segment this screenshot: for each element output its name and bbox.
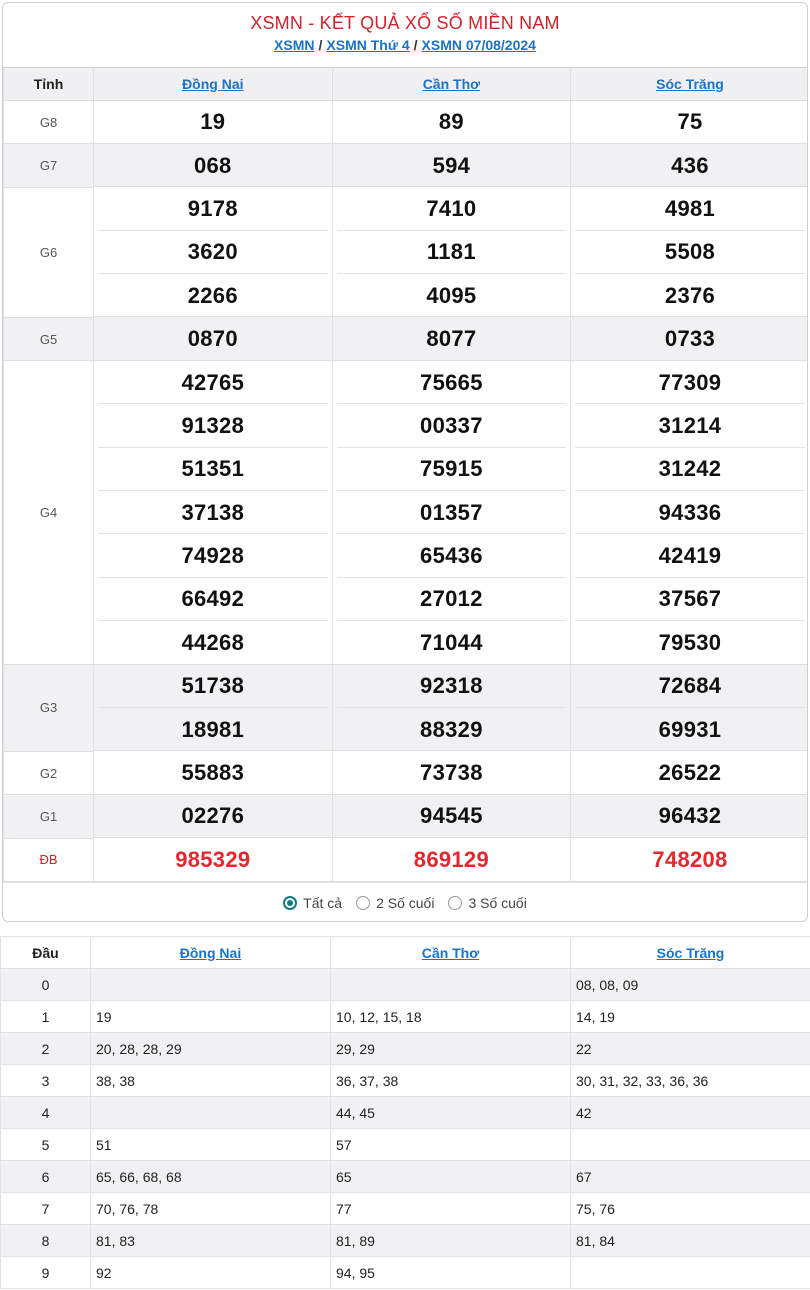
- results-header-row: [4, 68, 809, 101]
- filter-last-3[interactable]: [448, 895, 526, 911]
- dau-row: [1, 1257, 810, 1289]
- dau-digit: 6: [1, 1161, 91, 1193]
- prize-number: 73738: [332, 751, 571, 794]
- dau-values: 38, 38: [91, 1065, 331, 1097]
- prize-row: [4, 274, 809, 317]
- dau-header-row: [1, 937, 810, 969]
- prize-row: [4, 317, 809, 360]
- prize-number: 75665: [332, 361, 571, 404]
- dau-digit: 7: [1, 1193, 91, 1225]
- filter-label: 2 Số cuối: [376, 894, 435, 911]
- prize-row: [4, 448, 809, 491]
- dau-digit: 8: [1, 1225, 91, 1257]
- prize-number: 27012: [332, 578, 571, 621]
- dau-values: 81, 89: [331, 1225, 571, 1257]
- prize-label: ĐB: [4, 838, 94, 881]
- results-header: [3, 3, 807, 67]
- special-prize-number: 748208: [571, 838, 808, 881]
- prize-number: 91328: [94, 404, 333, 447]
- prize-row: [4, 708, 809, 751]
- prize-number: 42419: [571, 534, 808, 577]
- dau-row: [1, 1129, 810, 1161]
- province-link-dong-nai[interactable]: Đồng Nai: [182, 76, 244, 92]
- prize-number: 8077: [332, 317, 571, 360]
- dau-values: 19: [91, 1001, 331, 1033]
- prize-number: 1181: [332, 231, 571, 274]
- dau-values: [571, 1257, 810, 1289]
- breadcrumb-xsmn-date[interactable]: XSMN 07/08/2024: [421, 37, 536, 53]
- dau-row: [1, 1033, 810, 1065]
- prize-number: 18981: [94, 708, 333, 751]
- dau-values: 75, 76: [571, 1193, 810, 1225]
- dau-digit: 1: [1, 1001, 91, 1033]
- prize-number: 94545: [332, 795, 571, 838]
- filter-all[interactable]: [283, 895, 342, 911]
- prize-number: 75: [571, 101, 808, 144]
- prize-number: 79530: [571, 621, 808, 664]
- dau-values: 67: [571, 1161, 810, 1193]
- prize-row: [4, 838, 809, 881]
- prize-number: 66492: [94, 578, 333, 621]
- dau-loto-table: [0, 936, 810, 1289]
- prize-row: [4, 144, 809, 187]
- prize-number: 94336: [571, 491, 808, 534]
- prize-row: [4, 404, 809, 447]
- dau-digit: 0: [1, 969, 91, 1001]
- radio-checked-icon[interactable]: [283, 896, 297, 910]
- prize-number: 3620: [94, 231, 333, 274]
- prize-row: [4, 534, 809, 577]
- prize-number: 0733: [571, 317, 808, 360]
- dau-values: 36, 37, 38: [331, 1065, 571, 1097]
- prize-row: [4, 665, 809, 708]
- dau-values: 22: [571, 1033, 810, 1065]
- dau-values: 65, 66, 68, 68: [91, 1161, 331, 1193]
- page-title: XSMN - KẾT QUẢ XỔ SỐ MIỀN NAM: [250, 13, 560, 33]
- prize-number: 75915: [332, 448, 571, 491]
- dau-values: 30, 31, 32, 33, 36, 36: [571, 1065, 810, 1097]
- filter-last-2[interactable]: [356, 895, 434, 911]
- dau-values: 92: [91, 1257, 331, 1289]
- prize-number: 89: [332, 101, 571, 144]
- prize-number: 42765: [94, 361, 333, 404]
- prize-number: 88329: [332, 708, 571, 751]
- dau-province-link-soc-trang[interactable]: Sóc Trăng: [656, 944, 725, 961]
- province-column-label: Tỉnh: [4, 68, 94, 101]
- dau-values: 94, 95: [331, 1257, 571, 1289]
- prize-number: 26522: [571, 751, 808, 794]
- prize-number: 436: [571, 144, 808, 187]
- breadcrumb: [3, 37, 807, 53]
- prize-row: [4, 231, 809, 274]
- dau-values: 10, 12, 15, 18: [331, 1001, 571, 1033]
- prize-number: 068: [94, 144, 333, 187]
- special-prize-number: 869129: [332, 838, 571, 881]
- prize-number: 4095: [332, 274, 571, 317]
- dau-digit: 3: [1, 1065, 91, 1097]
- dau-values: 70, 76, 78: [91, 1193, 331, 1225]
- prize-number: 74928: [94, 534, 333, 577]
- dau-row: [1, 1065, 810, 1097]
- dau-row: [1, 1001, 810, 1033]
- dau-values: 51: [91, 1129, 331, 1161]
- dau-values: 65: [331, 1161, 571, 1193]
- dau-values: [91, 969, 331, 1001]
- breadcrumb-xsmn[interactable]: XSMN: [274, 37, 315, 53]
- prize-label: G2: [4, 751, 94, 794]
- prize-label: G1: [4, 795, 94, 838]
- prize-number: 69931: [571, 708, 808, 751]
- prize-number: 92318: [332, 665, 571, 708]
- digit-filter: [3, 882, 807, 922]
- dau-values: 57: [331, 1129, 571, 1161]
- special-prize-number: 985329: [94, 838, 333, 881]
- province-link-can-tho[interactable]: Cần Thơ: [422, 76, 481, 92]
- prize-label: G6: [4, 187, 94, 317]
- dau-province-link-can-tho[interactable]: Cần Thơ: [421, 944, 480, 961]
- prize-number: 44268: [94, 621, 333, 664]
- dau-digit: 4: [1, 1097, 91, 1129]
- province-link-soc-trang[interactable]: Sóc Trăng: [656, 76, 724, 92]
- breadcrumb-xsmn-thu4[interactable]: XSMN Thứ 4: [326, 37, 410, 53]
- prize-number: 77309: [571, 361, 808, 404]
- dau-digit: 5: [1, 1129, 91, 1161]
- prize-label: G4: [4, 361, 94, 665]
- prize-label: G5: [4, 317, 94, 360]
- prize-row: [4, 795, 809, 838]
- prize-number: 2376: [571, 274, 808, 317]
- prize-number: 51351: [94, 448, 333, 491]
- breadcrumb-separator: /: [413, 37, 418, 53]
- dau-column-label: Đầu: [1, 937, 91, 969]
- prize-number: 65436: [332, 534, 571, 577]
- prize-row: [4, 491, 809, 534]
- dau-values: 29, 29: [331, 1033, 571, 1065]
- dau-values: [91, 1097, 331, 1129]
- prize-row: [4, 751, 809, 794]
- dau-values: 44, 45: [331, 1097, 571, 1129]
- prize-number: 37567: [571, 578, 808, 621]
- prize-number: 02276: [94, 795, 333, 838]
- filter-label: Tất cả: [303, 894, 343, 911]
- dau-digit: 2: [1, 1033, 91, 1065]
- prize-number: 5508: [571, 231, 808, 274]
- filter-label: 3 Số cuối: [468, 894, 527, 911]
- prize-number: 19: [94, 101, 333, 144]
- prize-row: [4, 361, 809, 404]
- dau-values: 77: [331, 1193, 571, 1225]
- prize-number: 7410: [332, 187, 571, 230]
- prize-number: 71044: [332, 621, 571, 664]
- dau-values: 08, 08, 09: [571, 969, 810, 1001]
- prize-number: 4981: [571, 187, 808, 230]
- prize-row: [4, 578, 809, 621]
- results-card: [2, 2, 808, 922]
- dau-row: [1, 1225, 810, 1257]
- dau-values: 81, 84: [571, 1225, 810, 1257]
- prize-row: [4, 101, 809, 144]
- dau-row: [1, 969, 810, 1001]
- prize-row: [4, 187, 809, 230]
- prize-number: 37138: [94, 491, 333, 534]
- breadcrumb-separator: /: [318, 37, 323, 53]
- prize-number: 31242: [571, 448, 808, 491]
- prize-number: 55883: [94, 751, 333, 794]
- dau-row: [1, 1161, 810, 1193]
- dau-values: 14, 19: [571, 1001, 810, 1033]
- dau-values: 20, 28, 28, 29: [91, 1033, 331, 1065]
- prize-label: G3: [4, 665, 94, 752]
- prize-number: 51738: [94, 665, 333, 708]
- dau-values: [571, 1129, 810, 1161]
- radio-unchecked-icon[interactable]: [448, 896, 462, 910]
- prize-number: 72684: [571, 665, 808, 708]
- prize-label: G7: [4, 144, 94, 187]
- prize-row: [4, 621, 809, 664]
- prize-label: G8: [4, 101, 94, 144]
- dau-row: [1, 1193, 810, 1225]
- prize-number: 9178: [94, 187, 333, 230]
- prize-number: 0870: [94, 317, 333, 360]
- prize-number: 31214: [571, 404, 808, 447]
- dau-province-link-dong-nai[interactable]: Đồng Nai: [179, 944, 242, 961]
- prize-number: 2266: [94, 274, 333, 317]
- dau-row: [1, 1097, 810, 1129]
- radio-unchecked-icon[interactable]: [356, 896, 370, 910]
- prize-number: 00337: [332, 404, 571, 447]
- prize-number: 01357: [332, 491, 571, 534]
- dau-digit: 9: [1, 1257, 91, 1289]
- prize-number: 96432: [571, 795, 808, 838]
- dau-values: 42: [571, 1097, 810, 1129]
- dau-values: 81, 83: [91, 1225, 331, 1257]
- prize-number: 594: [332, 144, 571, 187]
- results-table: [3, 67, 808, 882]
- dau-values: [331, 969, 571, 1001]
